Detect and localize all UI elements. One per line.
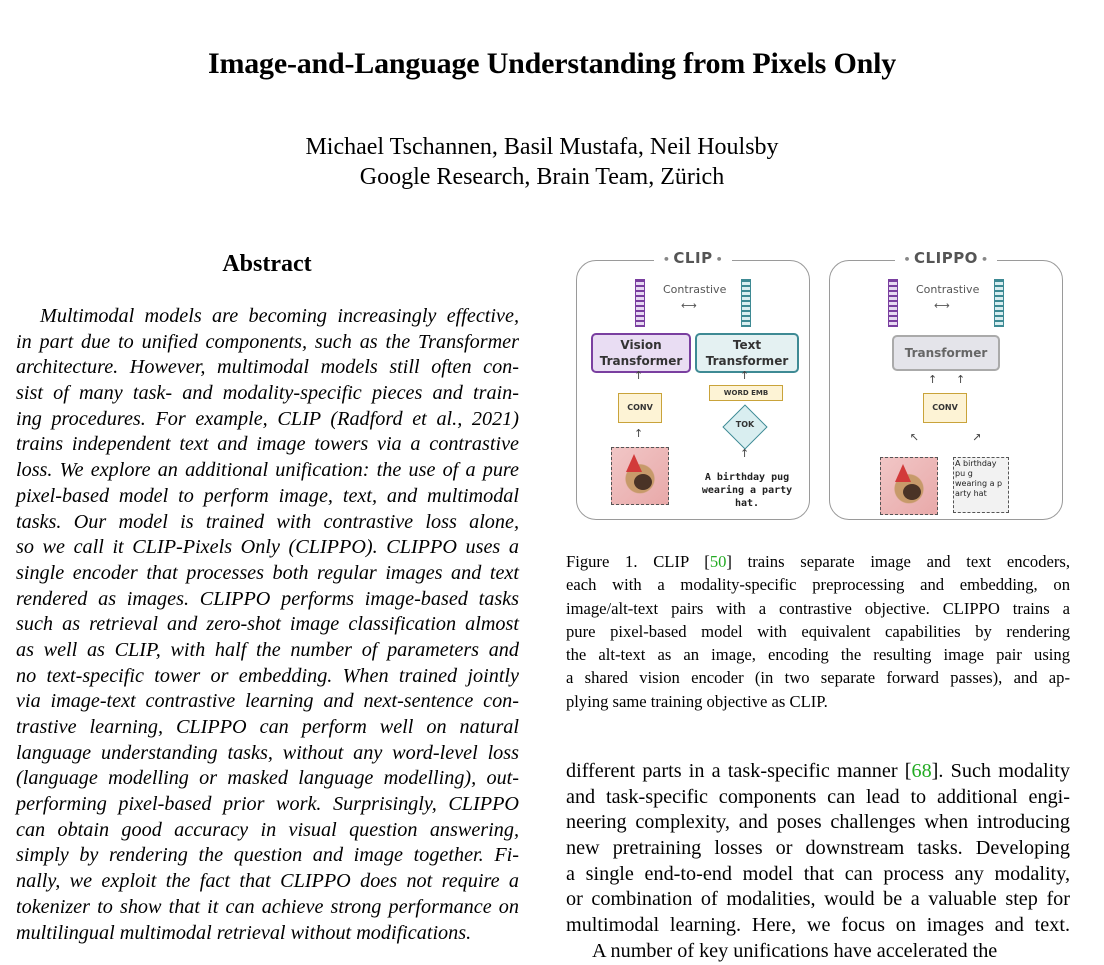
caption-text: each with a modality-specific preprocessing and embedding, on [566,575,1070,595]
caption-text: plying same training objective as CLIP. [566,691,828,711]
abstract-line: pixel-based model to perform image, text, and multimodal [16,484,519,507]
body-line [566,913,1070,939]
up-arrow-icon: ↑ [740,369,750,382]
caption-text: the alt-text as an image, encoding the resulting image pair using [566,645,1070,665]
up-arrow-icon: ↑ [740,447,750,460]
caption-text: a shared vision encoder (in two separate forward passes), and ap- [566,668,1070,688]
caption-text: Figure 1. CLIP [ [566,552,710,571]
image-embedding-icon [888,279,898,327]
abstract-line: in part due to unified components, such as the Transformer [16,330,519,353]
rendered-alt-text-image: A birthday pu g wearing a p arty hat [953,457,1009,513]
body-text: and task-specific components can lead to additional engi- [566,785,1070,808]
abstract-line: (language modelling or masked language modelling), out- [16,767,519,790]
image-embedding-icon [635,279,645,327]
caption-line [566,597,1070,620]
abstract-line: loss. We explore an additional unification: the use of a pure [16,459,519,482]
body-line [566,836,1070,862]
up-arrow-icon: ↑ [956,373,966,386]
body-text: neering complexity, and poses challenges when introducing [566,811,1070,834]
vision-transformer-box: Vision Transformer [591,333,691,373]
abstract-heading: Abstract [222,251,312,277]
clip-panel [576,249,810,520]
caption-line [566,550,1070,573]
up-arrow-icon: ↑ [968,429,985,446]
abstract-line: language understanding tasks, without any word-level loss [16,741,519,764]
body-line [566,887,1070,913]
caption-text: ] trains separate image and text encoders, [726,552,1070,571]
body-text: different parts in a task-specific manner [ [566,760,912,782]
word-embedding-box: WORD EMB [709,385,783,401]
abstract-body [16,304,519,946]
shared-transformer-box: Transformer [892,335,1000,371]
affiliation: Google Research, Brain Team, Zürich [359,164,725,190]
tokenizer-label: TOK [735,420,755,429]
body-text: or combination of modalities, would be a valuable step for [566,888,1070,911]
conv-box: CONV [618,393,662,423]
body-line [566,939,1070,965]
abstract-line: no text-specific tower or embedding. When trained jointly [16,664,519,687]
up-arrow-icon: ↑ [906,429,923,446]
caption-line [566,690,1070,713]
up-arrow-icon: ↑ [634,427,644,440]
abstract-line: via image-text contrastive learning and next-sentence con- [16,690,519,713]
abstract-line: multilingual multimodal retrieval without modifications. [16,921,472,944]
abstract-line: sist of many task- and modality-specific pieces and train- [16,382,519,405]
caption-text: pure pixel-based model with equivalent capabilities by rendering [566,621,1070,641]
caption-line [566,666,1070,689]
body-text: new pretraining losses or downstream tasks. Developing [566,837,1070,860]
body-text: ]. Such modality [931,760,1070,782]
caption-line [566,643,1070,666]
caption-text: image/alt-text pairs with a contrastive objective. CLIPPO trains a [566,598,1070,618]
body-text [566,759,1070,965]
abstract-line: ing procedures. For example, CLIP (Radford et al., 2021) [16,407,519,430]
clippo-panel-title: • CLIPPO • [830,249,1062,267]
abstract-line: rendered as images. CLIPPO performs image-based tasks [16,587,519,610]
pug-image [611,447,669,505]
contrastive-label: Contrastive [916,283,980,296]
abstract-line: simply by rendering the question and image together. Fi- [16,844,519,867]
text-embedding-icon [994,279,1004,327]
abstract-line: such as retrieval and zero-shot image classification almost [16,613,519,636]
author-list: Michael Tschannen, Basil Mustafa, Neil Houlsby [305,134,779,160]
clip-panel-title: • CLIP • [577,249,809,267]
caption-line [566,620,1070,643]
citation-link[interactable]: 68 [911,760,932,782]
figure-1 [574,248,1064,522]
clippo-panel [829,249,1063,520]
body-text: multimodal learning. Here, we focus on images and text. [566,914,1070,937]
text-embedding-icon [741,279,751,327]
abstract-line: nally, we exploit the fact that CLIPPO does not require a [16,870,519,893]
abstract-line: can obtain good accuracy in visual question answering, [16,818,519,841]
contrastive-label: Contrastive [663,283,727,296]
caption-line [566,573,1070,596]
body-line [566,759,1070,785]
citation-link[interactable]: 50 [709,552,727,571]
double-arrow-icon: ⟷ [681,299,697,312]
body-line [566,810,1070,836]
alt-text: A birthday pug wearing a party hat. [701,472,793,509]
double-arrow-icon: ⟷ [934,299,950,312]
abstract-line: tasks. Our model is trained with contrastive loss alone, [16,510,519,533]
body-text: A number of key unifications have accelerated the [592,939,998,962]
abstract-line: Multimodal models are becoming increasingly effective, [40,305,519,327]
abstract-line: single encoder that processes both regular images and text [16,561,519,584]
abstract-line: trastive learning, CLIPPO can perform well on natural [16,716,519,738]
conv-box: CONV [923,393,967,423]
abstract-line: so we call it CLIP-Pixels Only (CLIPPO). CLIPPO uses a [16,536,519,559]
abstract-line: architecture. However, multimodal models still often con- [16,356,519,379]
body-line [566,785,1070,811]
abstract-line: tokenizer to show that it can achieve strong performance on [16,895,519,918]
up-arrow-icon: ↑ [928,373,938,386]
text-transformer-box: Text Transformer [695,333,799,373]
abstract-line: as well as CLIP, with half the number of parameters and [16,638,519,661]
abstract-line: trains independent text and image towers via a contrastive [16,433,519,456]
body-line [566,862,1070,888]
pug-image [880,457,938,515]
abstract-line: performing pixel-based prior work. Surprisingly, CLIPPO [16,793,519,816]
paper-title: Image-and-Language Understanding from Pixels Only [207,47,897,80]
body-text: a single end-to-end model that can process any modality, [566,862,1070,885]
up-arrow-icon: ↑ [634,369,644,382]
figure-caption [566,550,1070,713]
